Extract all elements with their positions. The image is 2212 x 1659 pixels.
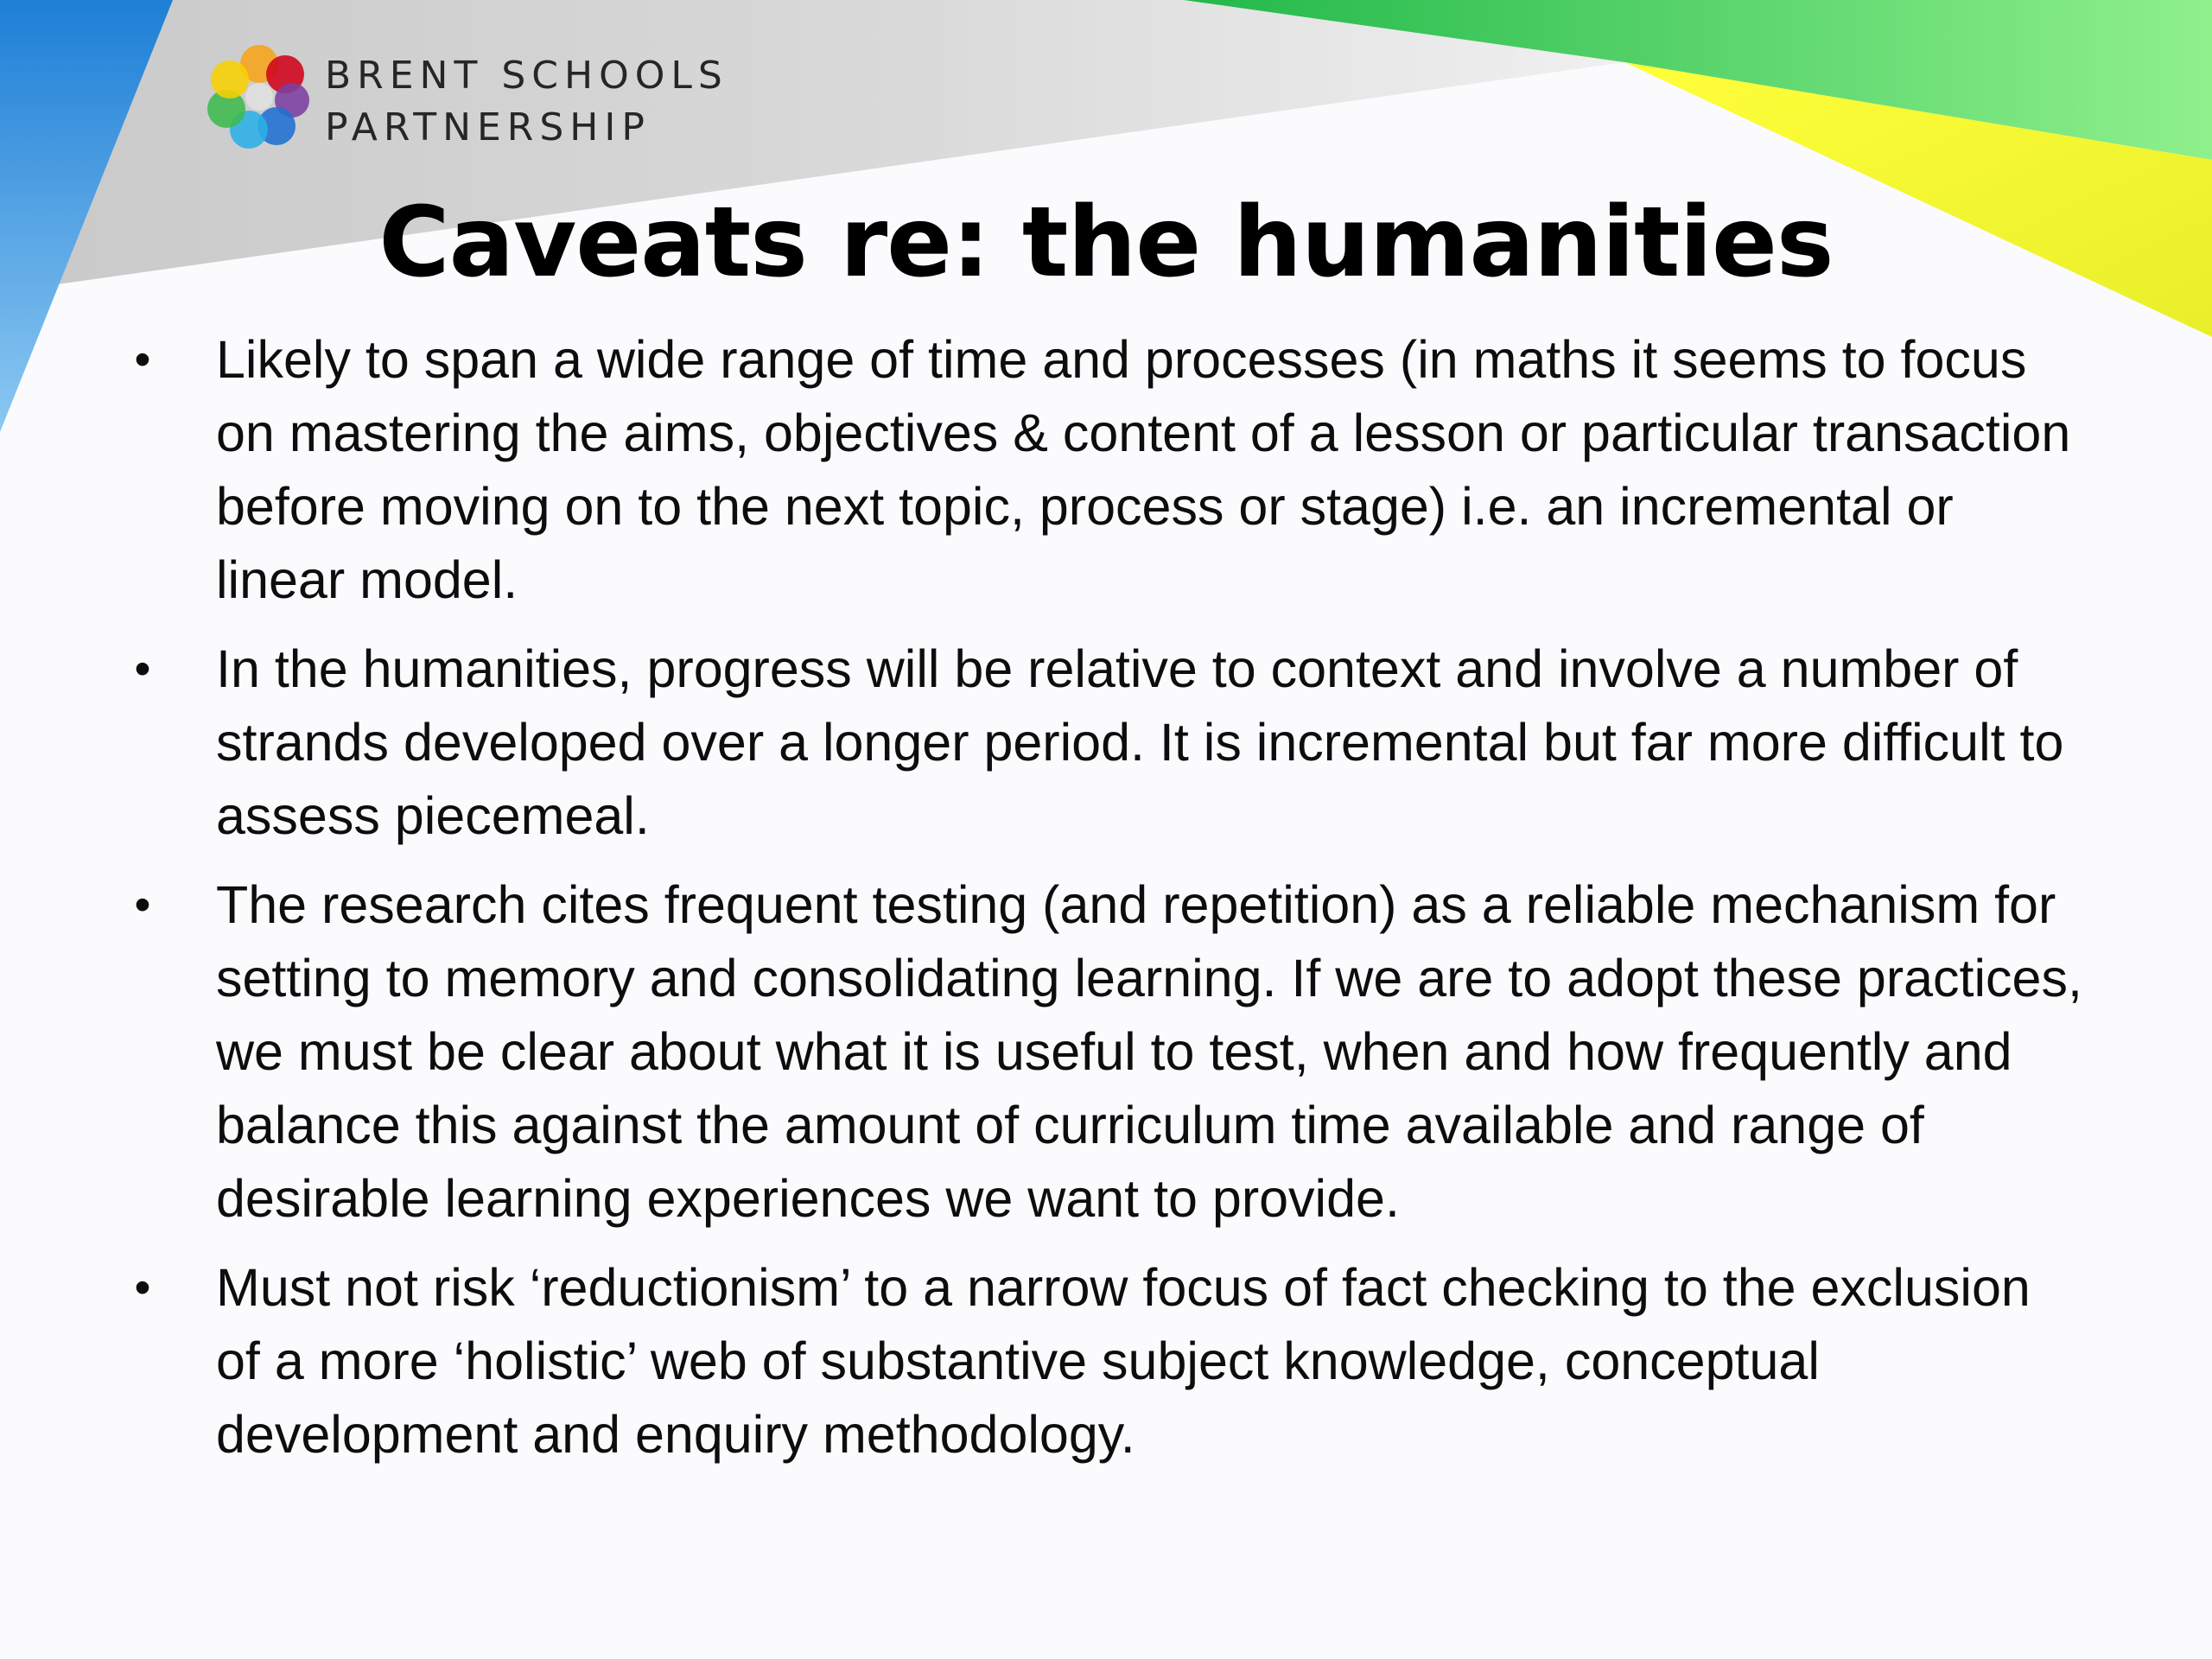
bullet-text: Must not risk ‘reductionism’ to a narrow focus of fact checking to the exclusion of a more ‘holistic’ web of substantive subject knowledge, conceptual development and enquiry methodology. xyxy=(216,1258,2031,1464)
partnership-logo-icon xyxy=(207,45,311,149)
bullet-item xyxy=(130,868,2082,1236)
slide-title: Caveats re: the humanities xyxy=(378,187,1834,299)
bullet-item xyxy=(130,323,2082,617)
brand-name xyxy=(325,50,728,154)
bullet-marker: • xyxy=(134,334,151,385)
bullet-list xyxy=(130,323,2082,1487)
brand-line-1: BRENT SCHOOLS xyxy=(325,54,728,98)
bullet-text: Likely to span a wide range of time and processes (in maths it seems to focus on mastering the aims, objectives & content of a lesson or particular transaction before moving on to the next topic, process or stage) i.e. an incremental or linear model. xyxy=(216,330,2071,609)
bullet-marker: • xyxy=(134,879,151,931)
bullet-text: In the humanities, progress will be relative to context and involve a number of strands developed over a longer period. It is incremental but far more difficult to assess piecemeal. xyxy=(216,639,2064,845)
bullet-marker: • xyxy=(134,643,151,695)
bullet-text: The research cites frequent testing (and repetition) as a reliable mechanism for setting to memory and consolidating learning. If we are to adopt these practices, we must be clear about what it is useful to test, when and how frequently and balance this against the amount of curriculum time available and range of desirable learning experiences we want to provide. xyxy=(216,875,2082,1228)
brand-line-2: PARTNERSHIP xyxy=(325,105,651,149)
bullet-item xyxy=(130,1251,2082,1471)
bullet-item xyxy=(130,632,2082,853)
bullet-marker: • xyxy=(134,1262,151,1313)
